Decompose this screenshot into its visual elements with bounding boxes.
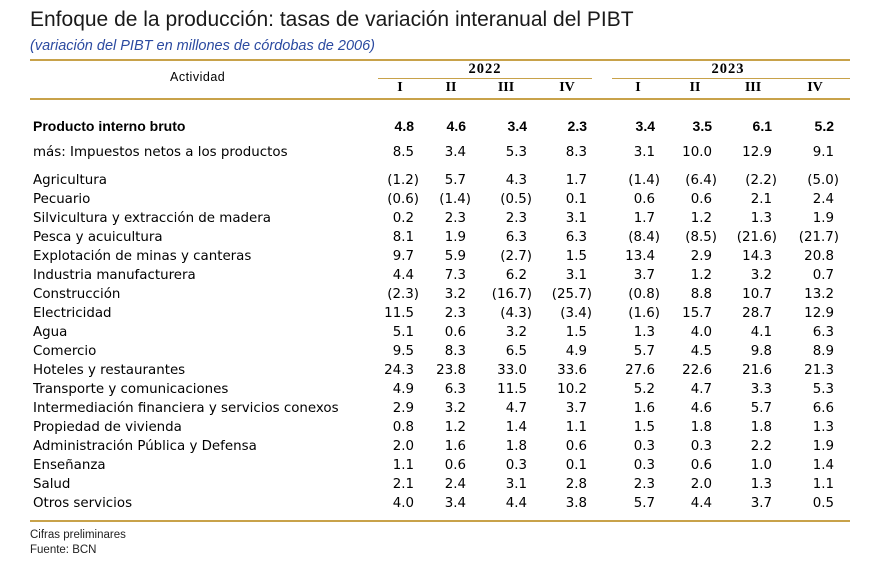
table-cell: 0.6	[633, 192, 655, 207]
table-cell: 6.2	[505, 268, 527, 283]
table-cell: 3.1	[505, 477, 527, 492]
table-cell: 2.3	[444, 211, 466, 226]
table-cell: (8.4)	[628, 230, 660, 245]
row-label: Pecuario	[33, 192, 91, 207]
table-cell: 13.4	[625, 249, 655, 264]
row-label: Intermediación financiera y servicios conexos	[33, 401, 339, 416]
table-cell: 3.1	[565, 268, 587, 283]
table-cell: (6.4)	[685, 173, 717, 188]
table-cell: 4.8	[394, 118, 414, 134]
table-cell: 1.3	[750, 211, 772, 226]
table-cell: 5.3	[505, 145, 527, 160]
table-cell: 0.3	[690, 439, 712, 454]
table-cell: 0.8	[392, 420, 414, 435]
row-label: Enseñanza	[33, 458, 106, 473]
table-cell: 15.7	[682, 306, 712, 321]
table-cell: 4.0	[392, 496, 414, 511]
table-cell: 1.9	[812, 211, 834, 226]
table-cell: 1.3	[633, 325, 655, 340]
table-cell: 23.8	[436, 363, 466, 378]
quarter-header: IV	[559, 80, 575, 95]
table-cell: 3.1	[565, 211, 587, 226]
table-row	[0, 118, 870, 137]
table-cell: (1.2)	[387, 173, 419, 188]
table-cell: 0.3	[633, 458, 655, 473]
table-cell: (21.7)	[798, 230, 839, 245]
row-label: Hoteles y restaurantes	[33, 363, 186, 378]
table-cell: 11.5	[497, 382, 527, 397]
table-row	[0, 496, 870, 515]
table-cell: 10.0	[682, 145, 712, 160]
table-cell: 1.4	[812, 458, 834, 473]
table-cell: 8.3	[565, 145, 587, 160]
table-cell: 2.4	[444, 477, 466, 492]
table-cell: 3.2	[444, 401, 466, 416]
table-row	[0, 477, 870, 496]
table-cell: (1.6)	[628, 306, 660, 321]
table-cell: 3.7	[633, 268, 655, 283]
table-cell: 0.2	[392, 211, 414, 226]
table-cell: (1.4)	[628, 173, 660, 188]
table-cell: 13.2	[804, 287, 834, 302]
table-cell: 6.3	[812, 325, 834, 340]
table-cell: (0.8)	[628, 287, 660, 302]
table-bottom-rule	[30, 520, 850, 522]
table-cell: 33.0	[497, 363, 527, 378]
table-cell: 33.6	[557, 363, 587, 378]
table-cell: 4.7	[690, 382, 712, 397]
table-cell: 6.1	[752, 118, 772, 134]
table-cell: 3.2	[444, 287, 466, 302]
table-cell: 0.1	[565, 192, 587, 207]
table-cell: 2.3	[567, 118, 587, 134]
table-cell: 4.4	[690, 496, 712, 511]
table-cell: 1.5	[565, 325, 587, 340]
table-cell: 5.7	[633, 496, 655, 511]
table-cell: 8.9	[812, 344, 834, 359]
table-cell: 1.1	[812, 477, 834, 492]
table-row	[0, 230, 870, 249]
table-cell: 1.7	[565, 173, 587, 188]
table-cell: 5.9	[444, 249, 466, 264]
table-cell: 8.1	[392, 230, 414, 245]
note-preliminary: Cifras preliminares	[30, 529, 126, 541]
table-cell: 21.3	[804, 363, 834, 378]
table-cell: 6.5	[505, 344, 527, 359]
table-cell: 2.0	[392, 439, 414, 454]
table-row	[0, 420, 870, 439]
table-row	[0, 439, 870, 458]
table-cell: 27.6	[625, 363, 655, 378]
table-cell: 0.6	[444, 325, 466, 340]
table-cell: 4.9	[565, 344, 587, 359]
table-cell: 1.7	[633, 211, 655, 226]
table-cell: 4.6	[446, 118, 466, 134]
table-cell: (16.7)	[491, 287, 532, 302]
table-cell: (0.5)	[500, 192, 532, 207]
table-cell: 2.4	[812, 192, 834, 207]
table-cell: 2.2	[750, 439, 772, 454]
table-cell: 1.5	[565, 249, 587, 264]
row-label: Industria manufacturera	[33, 268, 196, 283]
table-cell: 12.9	[742, 145, 772, 160]
table-cell: 3.2	[750, 268, 772, 283]
table-cell: 24.3	[384, 363, 414, 378]
row-label: Pesca y acuicultura	[33, 230, 163, 245]
table-cell: (25.7)	[551, 287, 592, 302]
table-cell: 7.3	[444, 268, 466, 283]
row-label: Salud	[33, 477, 71, 492]
row-label: Electricidad	[33, 306, 112, 321]
table-cell: 22.6	[682, 363, 712, 378]
table-cell: 0.3	[633, 439, 655, 454]
table-cell: 0.5	[812, 496, 834, 511]
row-label: Agua	[33, 325, 68, 340]
row-label: más: Impuestos netos a los productos	[33, 145, 288, 160]
table-cell: 3.1	[633, 145, 655, 160]
table-cell: 10.7	[742, 287, 772, 302]
table-cell: 3.3	[750, 382, 772, 397]
table-cell: 2.8	[565, 477, 587, 492]
table-cell: 4.5	[690, 344, 712, 359]
table-cell: 0.1	[565, 458, 587, 473]
table-cell: 4.7	[505, 401, 527, 416]
table-cell: 1.6	[633, 401, 655, 416]
table-cell: 4.0	[690, 325, 712, 340]
page-subtitle: (variación del PIBT en millones de córdobas de 2006)	[30, 38, 375, 54]
table-row	[0, 325, 870, 344]
table-cell: 4.6	[690, 401, 712, 416]
table-row	[0, 306, 870, 325]
table-row	[0, 287, 870, 306]
table-cell: (5.0)	[807, 173, 839, 188]
table-cell: (8.5)	[685, 230, 717, 245]
table-cell: 8.5	[392, 145, 414, 160]
row-label: Producto interno bruto	[33, 118, 186, 134]
table-cell: 1.2	[690, 268, 712, 283]
table-cell: 21.6	[742, 363, 772, 378]
table-cell: 1.8	[750, 420, 772, 435]
table-cell: 1.0	[750, 458, 772, 473]
quarter-header: II	[445, 80, 457, 95]
table-row	[0, 401, 870, 420]
table-cell: 5.3	[812, 382, 834, 397]
table-cell: 5.2	[814, 118, 834, 134]
year-rule-2023	[612, 78, 850, 79]
table-cell: 3.4	[635, 118, 655, 134]
table-cell: 2.0	[690, 477, 712, 492]
table-cell: 9.1	[812, 145, 834, 160]
quarter-header: III	[497, 80, 515, 95]
table-row	[0, 344, 870, 363]
table-cell: 28.7	[742, 306, 772, 321]
table-cell: 3.5	[692, 118, 712, 134]
table-cell: 0.6	[690, 458, 712, 473]
row-label: Agricultura	[33, 173, 107, 188]
quarter-header: I	[397, 80, 403, 95]
table-cell: 3.2	[505, 325, 527, 340]
row-label: Propiedad de vivienda	[33, 420, 182, 435]
table-cell: 6.3	[444, 382, 466, 397]
table-cell: 5.7	[633, 344, 655, 359]
table-cell: 5.7	[750, 401, 772, 416]
table-cell: 12.9	[804, 306, 834, 321]
table-cell: 4.4	[505, 496, 527, 511]
table-cell: 1.8	[690, 420, 712, 435]
table-cell: 1.8	[505, 439, 527, 454]
table-cell: 9.8	[750, 344, 772, 359]
table-cell: 2.9	[392, 401, 414, 416]
table-cell: 2.3	[505, 211, 527, 226]
table-cell: 1.1	[392, 458, 414, 473]
table-cell: 0.6	[690, 192, 712, 207]
table-cell: 2.9	[690, 249, 712, 264]
table-cell: 3.7	[565, 401, 587, 416]
table-cell: 1.3	[812, 420, 834, 435]
table-cell: 3.4	[444, 145, 466, 160]
row-label: Explotación de minas y canteras	[33, 249, 252, 264]
table-cell: 0.6	[565, 439, 587, 454]
table-row	[0, 382, 870, 401]
table-cell: 5.2	[633, 382, 655, 397]
table-row	[0, 211, 870, 230]
table-cell: 9.5	[392, 344, 414, 359]
table-cell: 1.3	[750, 477, 772, 492]
table-cell: 2.3	[633, 477, 655, 492]
page-title: Enfoque de la producción: tasas de variación interanual del PIBT	[30, 8, 634, 31]
table-cell: 1.2	[444, 420, 466, 435]
table-cell: (3.4)	[560, 306, 592, 321]
table-cell: (2.3)	[387, 287, 419, 302]
table-row	[0, 458, 870, 477]
table-cell: 1.4	[505, 420, 527, 435]
table-cell: 6.3	[565, 230, 587, 245]
quarter-header: I	[635, 80, 641, 95]
table-cell: 3.4	[444, 496, 466, 511]
table-cell: 3.8	[565, 496, 587, 511]
table-cell: 10.2	[557, 382, 587, 397]
quarter-header: III	[744, 80, 762, 95]
table-cell: 20.8	[804, 249, 834, 264]
table-row	[0, 192, 870, 211]
table-cell: 3.7	[750, 496, 772, 511]
year-header-2023: 2023	[711, 61, 745, 77]
note-source: Fuente: BCN	[30, 544, 97, 556]
table-cell: 8.3	[444, 344, 466, 359]
table-cell: 4.9	[392, 382, 414, 397]
table-cell: 6.6	[812, 401, 834, 416]
table-cell: (2.7)	[500, 249, 532, 264]
table-row	[0, 363, 870, 382]
table-cell: 1.9	[812, 439, 834, 454]
table-cell: 1.1	[565, 420, 587, 435]
quarter-header: IV	[807, 80, 823, 95]
table-cell: 1.9	[444, 230, 466, 245]
table-cell: 6.3	[505, 230, 527, 245]
table-cell: 1.5	[633, 420, 655, 435]
table-cell: 9.7	[392, 249, 414, 264]
table-row	[0, 268, 870, 287]
table-cell: 4.3	[505, 173, 527, 188]
table-cell: 5.1	[392, 325, 414, 340]
row-label: Otros servicios	[33, 496, 133, 511]
row-label: Comercio	[33, 344, 97, 359]
table-cell: 2.1	[392, 477, 414, 492]
quarter-header: II	[689, 80, 701, 95]
row-label: Administración Pública y Defensa	[33, 439, 257, 454]
table-cell: (21.6)	[736, 230, 777, 245]
row-label: Transporte y comunicaciones	[33, 382, 229, 397]
activity-column-header: Actividad	[170, 70, 226, 84]
table-cell: 4.4	[392, 268, 414, 283]
table-cell: 11.5	[384, 306, 414, 321]
table-row	[0, 173, 870, 192]
table-cell: (2.2)	[745, 173, 777, 188]
year-header-2022: 2022	[468, 61, 502, 77]
table-cell: (4.3)	[500, 306, 532, 321]
table-cell: 2.1	[750, 192, 772, 207]
table-cell: 0.6	[444, 458, 466, 473]
table-cell: 0.7	[812, 268, 834, 283]
table-cell: 4.1	[750, 325, 772, 340]
table-cell: (1.4)	[439, 192, 471, 207]
table-cell: 5.7	[444, 173, 466, 188]
table-row	[0, 249, 870, 268]
table-cell: 1.2	[690, 211, 712, 226]
row-label: Construcción	[33, 287, 121, 302]
header-bottom-rule	[30, 98, 850, 100]
table-cell: 2.3	[444, 306, 466, 321]
year-rule-2022	[378, 78, 592, 79]
table-cell: 3.4	[507, 118, 527, 134]
table-cell: 0.3	[505, 458, 527, 473]
row-label: Silvicultura y extracción de madera	[33, 211, 272, 226]
table-cell: 14.3	[742, 249, 772, 264]
table-cell: 8.8	[690, 287, 712, 302]
table-cell: 1.6	[444, 439, 466, 454]
table-row	[0, 145, 870, 164]
table-cell: (0.6)	[387, 192, 419, 207]
